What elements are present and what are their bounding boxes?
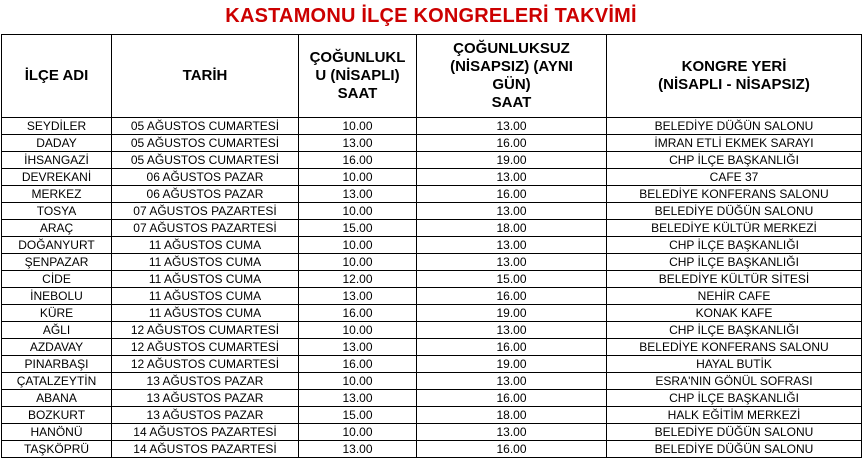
cell-no-quorum-time: 13.00 [417, 254, 607, 271]
table-row [2, 254, 862, 271]
cell-venue: NEHİR CAFE [607, 288, 862, 305]
cell-no-quorum-time: 13.00 [417, 169, 607, 186]
cell-quorum-time: 13.00 [299, 288, 417, 305]
header-date: TARİH [112, 35, 299, 118]
cell-date: 05 AĞUSTOS CUMARTESİ [112, 135, 299, 152]
cell-district: ÇATALZEYTİN [2, 373, 112, 390]
cell-venue: ESRA'NIN GÖNÜL SOFRASI [607, 373, 862, 390]
cell-quorum-time: 10.00 [299, 254, 417, 271]
cell-district: ARAÇ [2, 220, 112, 237]
cell-no-quorum-time: 16.00 [417, 186, 607, 203]
cell-no-quorum-time: 13.00 [417, 118, 607, 135]
cell-date: 07 AĞUSTOS PAZARTESİ [112, 220, 299, 237]
cell-venue: İMRAN ETLİ EKMEK SARAYI [607, 135, 862, 152]
cell-venue: BELEDİYE DÜĞÜN SALONU [607, 203, 862, 220]
cell-date: 05 AĞUSTOS CUMARTESİ [112, 118, 299, 135]
cell-no-quorum-time: 19.00 [417, 356, 607, 373]
cell-date: 12 AĞUSTOS CUMARTESİ [112, 339, 299, 356]
cell-date: 06 AĞUSTOS PAZAR [112, 186, 299, 203]
cell-quorum-time: 10.00 [299, 373, 417, 390]
cell-district: ŞENPAZAR [2, 254, 112, 271]
cell-quorum-time: 16.00 [299, 152, 417, 169]
cell-quorum-time: 10.00 [299, 424, 417, 441]
cell-no-quorum-time: 13.00 [417, 322, 607, 339]
table-row [2, 203, 862, 220]
table-row [2, 220, 862, 237]
cell-no-quorum-time: 18.00 [417, 220, 607, 237]
table-row [2, 152, 862, 169]
cell-date: 13 AĞUSTOS PAZAR [112, 390, 299, 407]
cell-quorum-time: 10.00 [299, 118, 417, 135]
cell-quorum-time: 13.00 [299, 186, 417, 203]
cell-venue: CHP İLÇE BAŞKANLIĞI [607, 322, 862, 339]
cell-no-quorum-time: 16.00 [417, 135, 607, 152]
table-row [2, 322, 862, 339]
cell-no-quorum-time: 16.00 [417, 390, 607, 407]
cell-quorum-time: 16.00 [299, 356, 417, 373]
table-row [2, 271, 862, 288]
table-row [2, 135, 862, 152]
cell-venue: HAYAL BUTİK [607, 356, 862, 373]
page-title: KASTAMONU İLÇE KONGRELERİ TAKVİMİ [225, 5, 637, 27]
cell-venue: CHP İLÇE BAŞKANLIĞI [607, 254, 862, 271]
cell-venue: BELEDİYE KÜLTÜR MERKEZİ [607, 220, 862, 237]
cell-date: 12 AĞUSTOS CUMARTESİ [112, 322, 299, 339]
cell-date: 11 AĞUSTOS CUMA [112, 288, 299, 305]
cell-district: DOĞANYURT [2, 237, 112, 254]
cell-district: PINARBAŞI [2, 356, 112, 373]
cell-no-quorum-time: 15.00 [417, 271, 607, 288]
cell-district: DADAY [2, 135, 112, 152]
header-quorum-time: ÇOĞUNLUKL U (NİSAPLI) SAAT [299, 35, 417, 118]
cell-date: 07 AĞUSTOS PAZARTESİ [112, 203, 299, 220]
cell-venue: CHP İLÇE BAŞKANLIĞI [607, 237, 862, 254]
cell-no-quorum-time: 13.00 [417, 237, 607, 254]
cell-no-quorum-time: 19.00 [417, 152, 607, 169]
cell-district: ABANA [2, 390, 112, 407]
cell-district: AZDAVAY [2, 339, 112, 356]
cell-date: 11 AĞUSTOS CUMA [112, 237, 299, 254]
cell-quorum-time: 10.00 [299, 322, 417, 339]
cell-no-quorum-time: 19.00 [417, 305, 607, 322]
cell-venue: CHP İLÇE BAŞKANLIĞI [607, 390, 862, 407]
cell-venue: BELEDİYE DÜĞÜN SALONU [607, 441, 862, 458]
cell-quorum-time: 15.00 [299, 220, 417, 237]
cell-venue: CAFE 37 [607, 169, 862, 186]
cell-date: 11 AĞUSTOS CUMA [112, 271, 299, 288]
header-no-quorum-time: ÇOĞUNLUKSUZ (NİSAPSIZ) (AYNI GÜN) SAAT [417, 35, 607, 118]
cell-quorum-time: 16.00 [299, 305, 417, 322]
cell-no-quorum-time: 16.00 [417, 339, 607, 356]
cell-district: MERKEZ [2, 186, 112, 203]
cell-district: DEVREKANİ [2, 169, 112, 186]
cell-quorum-time: 12.00 [299, 271, 417, 288]
cell-date: 05 AĞUSTOS CUMARTESİ [112, 152, 299, 169]
table-row [2, 424, 862, 441]
cell-quorum-time: 13.00 [299, 390, 417, 407]
cell-no-quorum-time: 13.00 [417, 424, 607, 441]
cell-venue: HALK EĞİTİM MERKEZİ [607, 407, 862, 424]
cell-district: TOSYA [2, 203, 112, 220]
cell-venue: CHP İLÇE BAŞKANLIĞI [607, 152, 862, 169]
header-venue: KONGRE YERİ (NİSAPLI - NİSAPSIZ) [607, 35, 862, 118]
cell-quorum-time: 13.00 [299, 339, 417, 356]
congress-schedule-table [1, 34, 862, 458]
cell-quorum-time: 15.00 [299, 407, 417, 424]
cell-no-quorum-time: 13.00 [417, 203, 607, 220]
cell-date: 13 AĞUSTOS PAZAR [112, 407, 299, 424]
cell-district: TAŞKÖPRÜ [2, 441, 112, 458]
cell-district: BOZKURT [2, 407, 112, 424]
table-row [2, 441, 862, 458]
cell-date: 14 AĞUSTOS PAZARTESİ [112, 424, 299, 441]
table-row [2, 186, 862, 203]
table-row [2, 373, 862, 390]
cell-venue: KONAK KAFE [607, 305, 862, 322]
header-district: İLÇE ADI [2, 35, 112, 118]
cell-district: HANÖNÜ [2, 424, 112, 441]
cell-venue: BELEDİYE DÜĞÜN SALONU [607, 424, 862, 441]
cell-quorum-time: 10.00 [299, 237, 417, 254]
table-row [2, 169, 862, 186]
cell-no-quorum-time: 16.00 [417, 288, 607, 305]
table-header-row [2, 35, 862, 118]
cell-date: 12 AĞUSTOS CUMARTESİ [112, 356, 299, 373]
cell-venue: BELEDİYE KÜLTÜR SİTESİ [607, 271, 862, 288]
cell-quorum-time: 13.00 [299, 135, 417, 152]
cell-district: KÜRE [2, 305, 112, 322]
cell-district: İNEBOLU [2, 288, 112, 305]
table-row [2, 288, 862, 305]
cell-date: 13 AĞUSTOS PAZAR [112, 373, 299, 390]
cell-venue: BELEDİYE KONFERANS SALONU [607, 339, 862, 356]
cell-no-quorum-time: 16.00 [417, 441, 607, 458]
table-row [2, 390, 862, 407]
cell-venue: BELEDİYE KONFERANS SALONU [607, 186, 862, 203]
cell-no-quorum-time: 13.00 [417, 373, 607, 390]
cell-quorum-time: 13.00 [299, 441, 417, 458]
table-row [2, 237, 862, 254]
cell-quorum-time: 10.00 [299, 203, 417, 220]
cell-district: İHSANGAZİ [2, 152, 112, 169]
cell-date: 11 AĞUSTOS CUMA [112, 254, 299, 271]
cell-date: 06 AĞUSTOS PAZAR [112, 169, 299, 186]
table-row [2, 118, 862, 135]
cell-district: AĞLI [2, 322, 112, 339]
cell-date: 14 AĞUSTOS PAZARTESİ [112, 441, 299, 458]
cell-district: CİDE [2, 271, 112, 288]
table-row [2, 407, 862, 424]
table-row [2, 356, 862, 373]
table-row [2, 339, 862, 356]
cell-district: SEYDİLER [2, 118, 112, 135]
cell-quorum-time: 10.00 [299, 169, 417, 186]
cell-date: 11 AĞUSTOS CUMA [112, 305, 299, 322]
cell-venue: BELEDİYE DÜĞÜN SALONU [607, 118, 862, 135]
table-row [2, 305, 862, 322]
cell-no-quorum-time: 18.00 [417, 407, 607, 424]
